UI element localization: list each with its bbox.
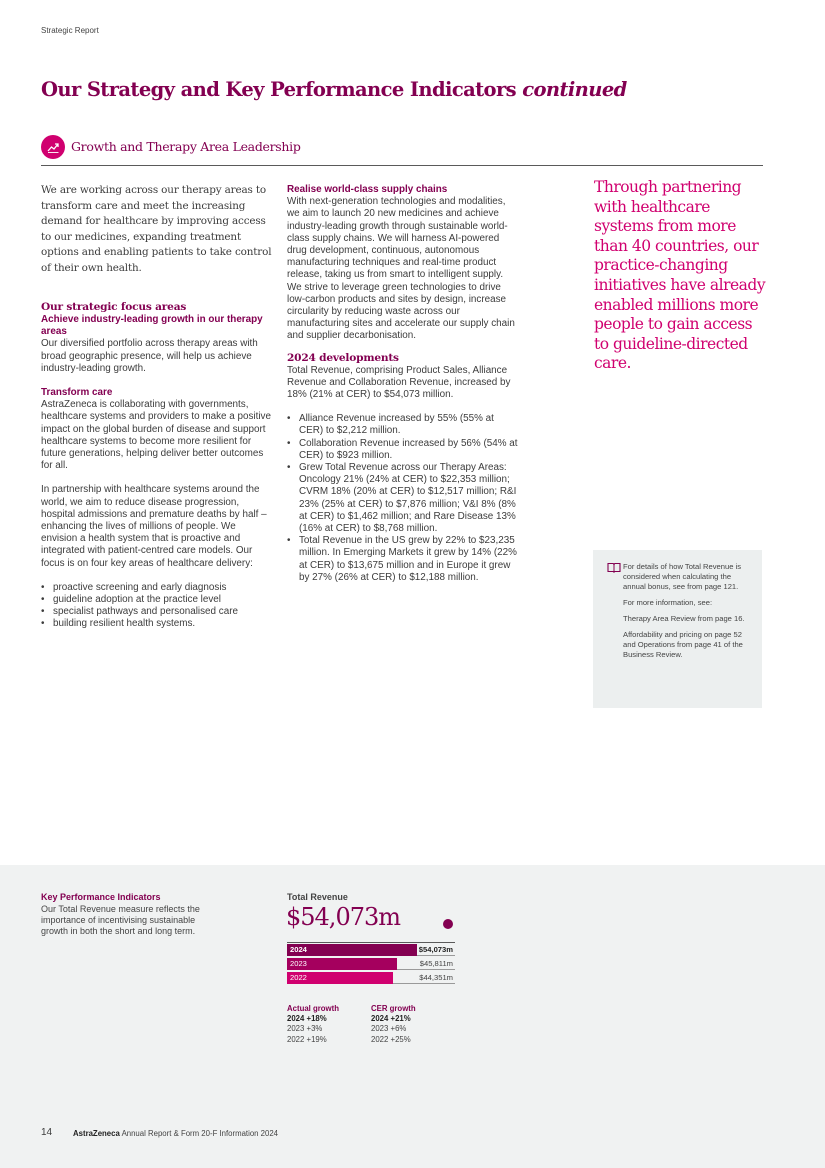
intro-paragraph: We are working across our therapy areas to transform care and meet the increasing demand for healthcare by improving access to our medicines, expanding treatment options and enabling patients to take control of their own health.	[41, 184, 272, 274]
actual-growth-2022: 2022 +19%	[287, 1034, 327, 1044]
running-head: Strategic Report	[41, 26, 99, 35]
bar-value-label: $54,073m	[418, 945, 453, 954]
list-item: • Grew Total Revenue across our Therapy Areas: Oncology 21% (24% at CER) to $22,353 million; CVRM 18% (20% at CER) to $12,517 million; R&I 23% (25% at CER) to $7,876 million; V&I 8% (8% at CER) to $1,462 million; and Rare Disease 13% (16% at CER) to $8,768 million.	[287, 462, 519, 535]
cer-growth-2023: 2023 +6%	[371, 1024, 407, 1034]
left-column	[41, 183, 273, 631]
kpi-description: Our Total Revenue measure reflects the importance of incentivising sustainable growth in both the short and long term.	[41, 904, 200, 936]
cross-reference-box	[593, 550, 762, 708]
kpi-heading: Key Performance Indicators	[41, 892, 161, 902]
list-item: • building resilient health systems.	[41, 618, 273, 630]
actual-growth-2024: 2024 +18%	[287, 1014, 327, 1024]
bar-row-2024	[287, 943, 455, 956]
metric-value: $54,073m	[286, 903, 401, 931]
focus-text: Our diversified portfolio across therapy areas with broad geographic presence, will help us achieve industry-leading growth.	[41, 338, 258, 374]
footer-doc-title: Annual Report & Form 20-F Information 2024	[121, 1129, 279, 1138]
list-item: • proactive screening and early diagnosis	[41, 582, 273, 594]
metric-label: Total Revenue	[287, 892, 348, 902]
bar-year-label: 2024	[290, 945, 307, 954]
list-item: • guideline adoption at the practice level	[41, 594, 273, 606]
actual-growth-heading: Actual growth	[287, 1004, 339, 1013]
bar-row-2022	[287, 971, 455, 984]
supply-heading: Realise world-class supply chains	[287, 184, 448, 195]
page-title-main: Our Strategy and Key Performance Indicators	[41, 78, 516, 101]
list-item: • Total Revenue in the US grew by 22% to $23,235 million. In Emerging Markets it grew by 14% (22% at CER) to $13,675 million and in Europe it grew by 27% (26% at CER) to $12,188 million.	[287, 535, 519, 584]
focus-subheading: Achieve industry-leading growth in our therapy areas	[41, 314, 263, 338]
cer-growth-heading: CER growth	[371, 1004, 416, 1013]
transform-text-2: In partnership with healthcare systems around the world, we aim to reduce disease progression, hospital admissions and premature deaths by half – enhancing the lives of millions of people. We envision a health system that is proactive and integrated with patient-centred care models. Our focus is on four key areas of healthcare delivery:	[41, 484, 267, 569]
middle-column	[287, 184, 519, 584]
page-title-suffix: continued	[522, 78, 627, 101]
list-item: • Collaboration Revenue increased by 56% (54% at CER) to $923 million.	[287, 438, 519, 462]
transform-heading: Transform care	[41, 387, 113, 399]
page-number: 14	[41, 1127, 53, 1138]
trending-up-icon	[41, 135, 65, 159]
cer-growth-2022: 2022 +25%	[371, 1034, 411, 1044]
bar-value-label: $44,351m	[419, 973, 453, 982]
transform-text-1: AstraZeneca is collaborating with governments, healthcare systems and providers to make a positive impact on the global burden of disease and support healthcare systems to become more resilient for future generations, helping deliver better outcomes for all.	[41, 399, 271, 472]
pull-quote: Through partnering with healthcare systems from more than 40 countries, our practice-changing initiatives have already enabled millions more people to gain access to guideline-directed care.	[594, 178, 766, 373]
bar-row-2023	[287, 957, 455, 970]
sidebox-text-more: For more information, see:	[623, 598, 713, 607]
bar-year-label: 2022	[290, 973, 307, 982]
developments-list	[287, 413, 519, 584]
sidebox-text-bonus: For details of how Total Revenue is considered when calculating the annual bonus, see from page 121.	[623, 562, 742, 591]
section-label: Growth and Therapy Area Leadership	[71, 139, 301, 154]
footer-title	[73, 1129, 278, 1138]
book-icon	[607, 562, 621, 573]
page-title	[41, 78, 627, 101]
actual-growth	[287, 1004, 339, 1045]
sidebox-link-affordability[interactable]: Affordability and pricing on page 52 and Operations from page 41 of the Business Review.	[623, 630, 743, 659]
list-item: • specialist pathways and personalised care	[41, 606, 273, 618]
cer-growth-2024: 2024 +21%	[371, 1014, 411, 1024]
focus-heading: Our strategic focus areas	[41, 301, 187, 313]
bar-value-label: $45,811m	[419, 959, 453, 968]
bar-year-label: 2023	[290, 959, 307, 968]
revenue-bar-chart	[287, 942, 455, 985]
section-header	[41, 135, 763, 166]
developments-heading: 2024 developments	[287, 351, 399, 364]
list-item: • Alliance Revenue increased by 55% (55% at CER) to $2,212 million.	[287, 413, 519, 437]
supply-text: With next-generation technologies and modalities, we aim to launch 20 new medicines and achieve industry-leading growth through sustainable world-class supply chains. We will harness AI-powered drug development, continuous, autonomous manufacturing techniques and real-time product release, taking us from smart to intelligent supply. We strive to leverage green technologies to drive low-carbon products and sites by design, increase circularity by reducing waste across our manufacturing sites and accelerate our supply chain and supplier decarbonisation.	[287, 196, 515, 342]
cer-growth	[371, 1004, 416, 1045]
metric-dot-icon	[443, 919, 453, 929]
actual-growth-2023: 2023 +3%	[287, 1024, 323, 1034]
sidebox-link-therapy-review[interactable]: Therapy Area Review from page 16.	[623, 614, 745, 623]
care-areas-list	[41, 582, 273, 631]
developments-text: Total Revenue, comprising Product Sales, Alliance Revenue and Collaboration Revenue, increased by 18% (21% at CER) to $54,073 million.	[287, 364, 511, 401]
footer-brand: AstraZeneca	[73, 1129, 120, 1138]
